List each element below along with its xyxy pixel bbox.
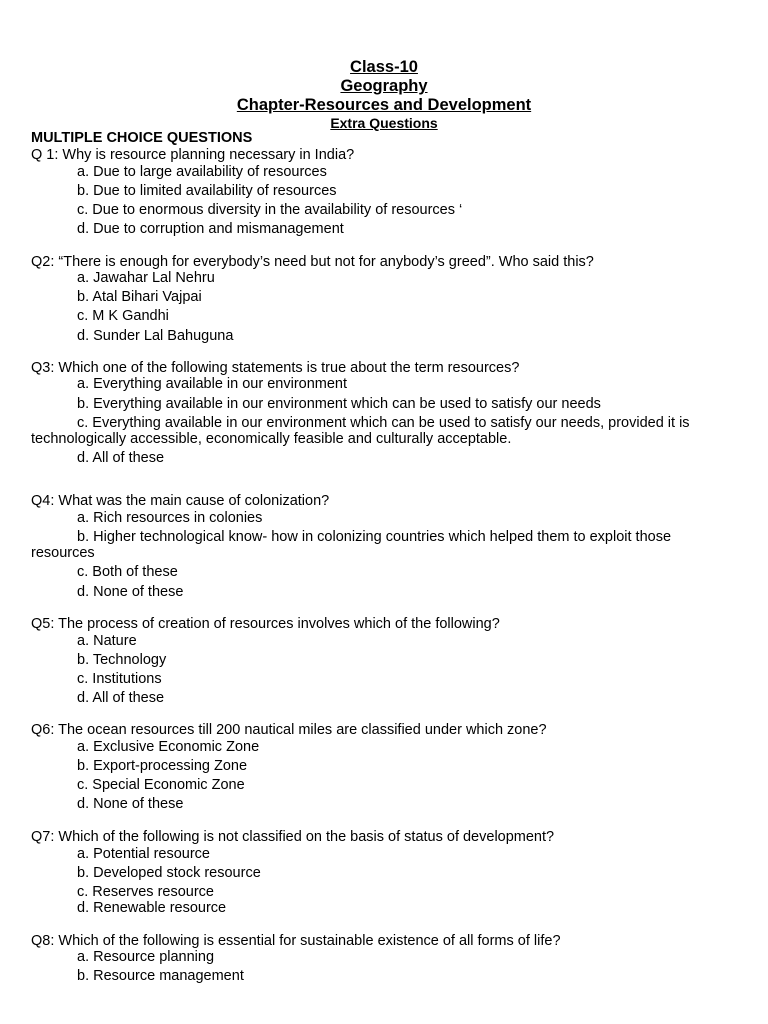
question-6-option-b: b. Export-processing Zone [77,758,248,774]
question-1-option-a: a. Due to large availability of resources [77,164,327,180]
question-7-option-d: d. Renewable resource [77,900,227,916]
question-1-option-b: b. Due to limited availability of resources [77,183,337,199]
subject-heading: Geography [340,77,428,95]
question-5-option-b: b. Technology [77,652,167,668]
question-7: Q7: Which of the following is not classified on the basis of status of development? [31,829,555,845]
question-3-option-d: d. All of these [77,450,165,466]
question-1-option-d: d. Due to corruption and mismanagement [77,221,344,237]
class-heading: Class-10 [350,58,418,76]
question-8-option-a: a. Resource planning [77,949,215,965]
question-1: Q 1: Why is resource planning necessary in India? [31,147,355,163]
question-4-option-b: b. Higher technological know- how in colonizing countries which helped them to exploit those [77,529,672,545]
chapter-heading: Chapter-Resources and Development [236,96,532,114]
question-5: Q5: The process of creation of resources involves which of the following? [31,616,500,632]
question-7-option-b: b. Developed stock resource [77,865,261,881]
question-3: Q3: Which one of the following statements is true about the term resources? [31,360,520,376]
question-8-option-b: b. Resource management [77,968,244,984]
question-3-option-a: a. Everything available in our environment [77,376,348,392]
question-3-option-b: b. Everything available in our environment which can be used to satisfy our needs [77,396,601,412]
question-6-option-a: a. Exclusive Economic Zone [77,739,260,755]
question-7-option-a: a. Potential resource [77,846,210,862]
question-3-option-c-continuation: technologically accessible, economically feasible and culturally acceptable. [31,431,512,447]
question-2-option-d: d. Sunder Lal Bahuguna [77,328,234,344]
question-2-option-c: c. M K Gandhi [77,308,169,324]
question-5-option-d: d. All of these [77,690,165,706]
question-4-option-a: a. Rich resources in colonies [77,510,263,526]
question-1-option-c: c. Due to enormous diversity in the availability of resources ‘ [77,202,463,218]
question-4-option-b-continuation: resources [31,545,95,561]
question-5-option-a: a. Nature [77,633,137,649]
question-4-option-c: c. Both of these [77,564,178,580]
question-5-option-c: c. Institutions [77,671,162,687]
question-6-option-c: c. Special Economic Zone [77,777,245,793]
section-title: MULTIPLE CHOICE QUESTIONS [31,130,253,146]
extra-questions-heading: Extra Questions [330,115,438,131]
question-2: Q2: “There is enough for everybody’s need but not for anybody’s greed”. Who said this? [31,254,594,270]
question-6: Q6: The ocean resources till 200 nautical miles are classified under which zone? [31,722,547,738]
question-4: Q4: What was the main cause of colonization? [31,493,330,509]
question-8: Q8: Which of the following is essential for sustainable existence of all forms of life? [31,933,561,949]
question-4-option-d: d. None of these [77,584,184,600]
question-2-option-a: a. Jawahar Lal Nehru [77,270,215,286]
question-7-option-c: c. Reserves resource [77,884,214,900]
question-6-option-d: d. None of these [77,796,184,812]
question-2-option-b: b. Atal Bihari Vajpai [77,289,202,305]
question-3-option-c: c. Everything available in our environment which can be used to satisfy our needs, provided it is [77,415,690,431]
